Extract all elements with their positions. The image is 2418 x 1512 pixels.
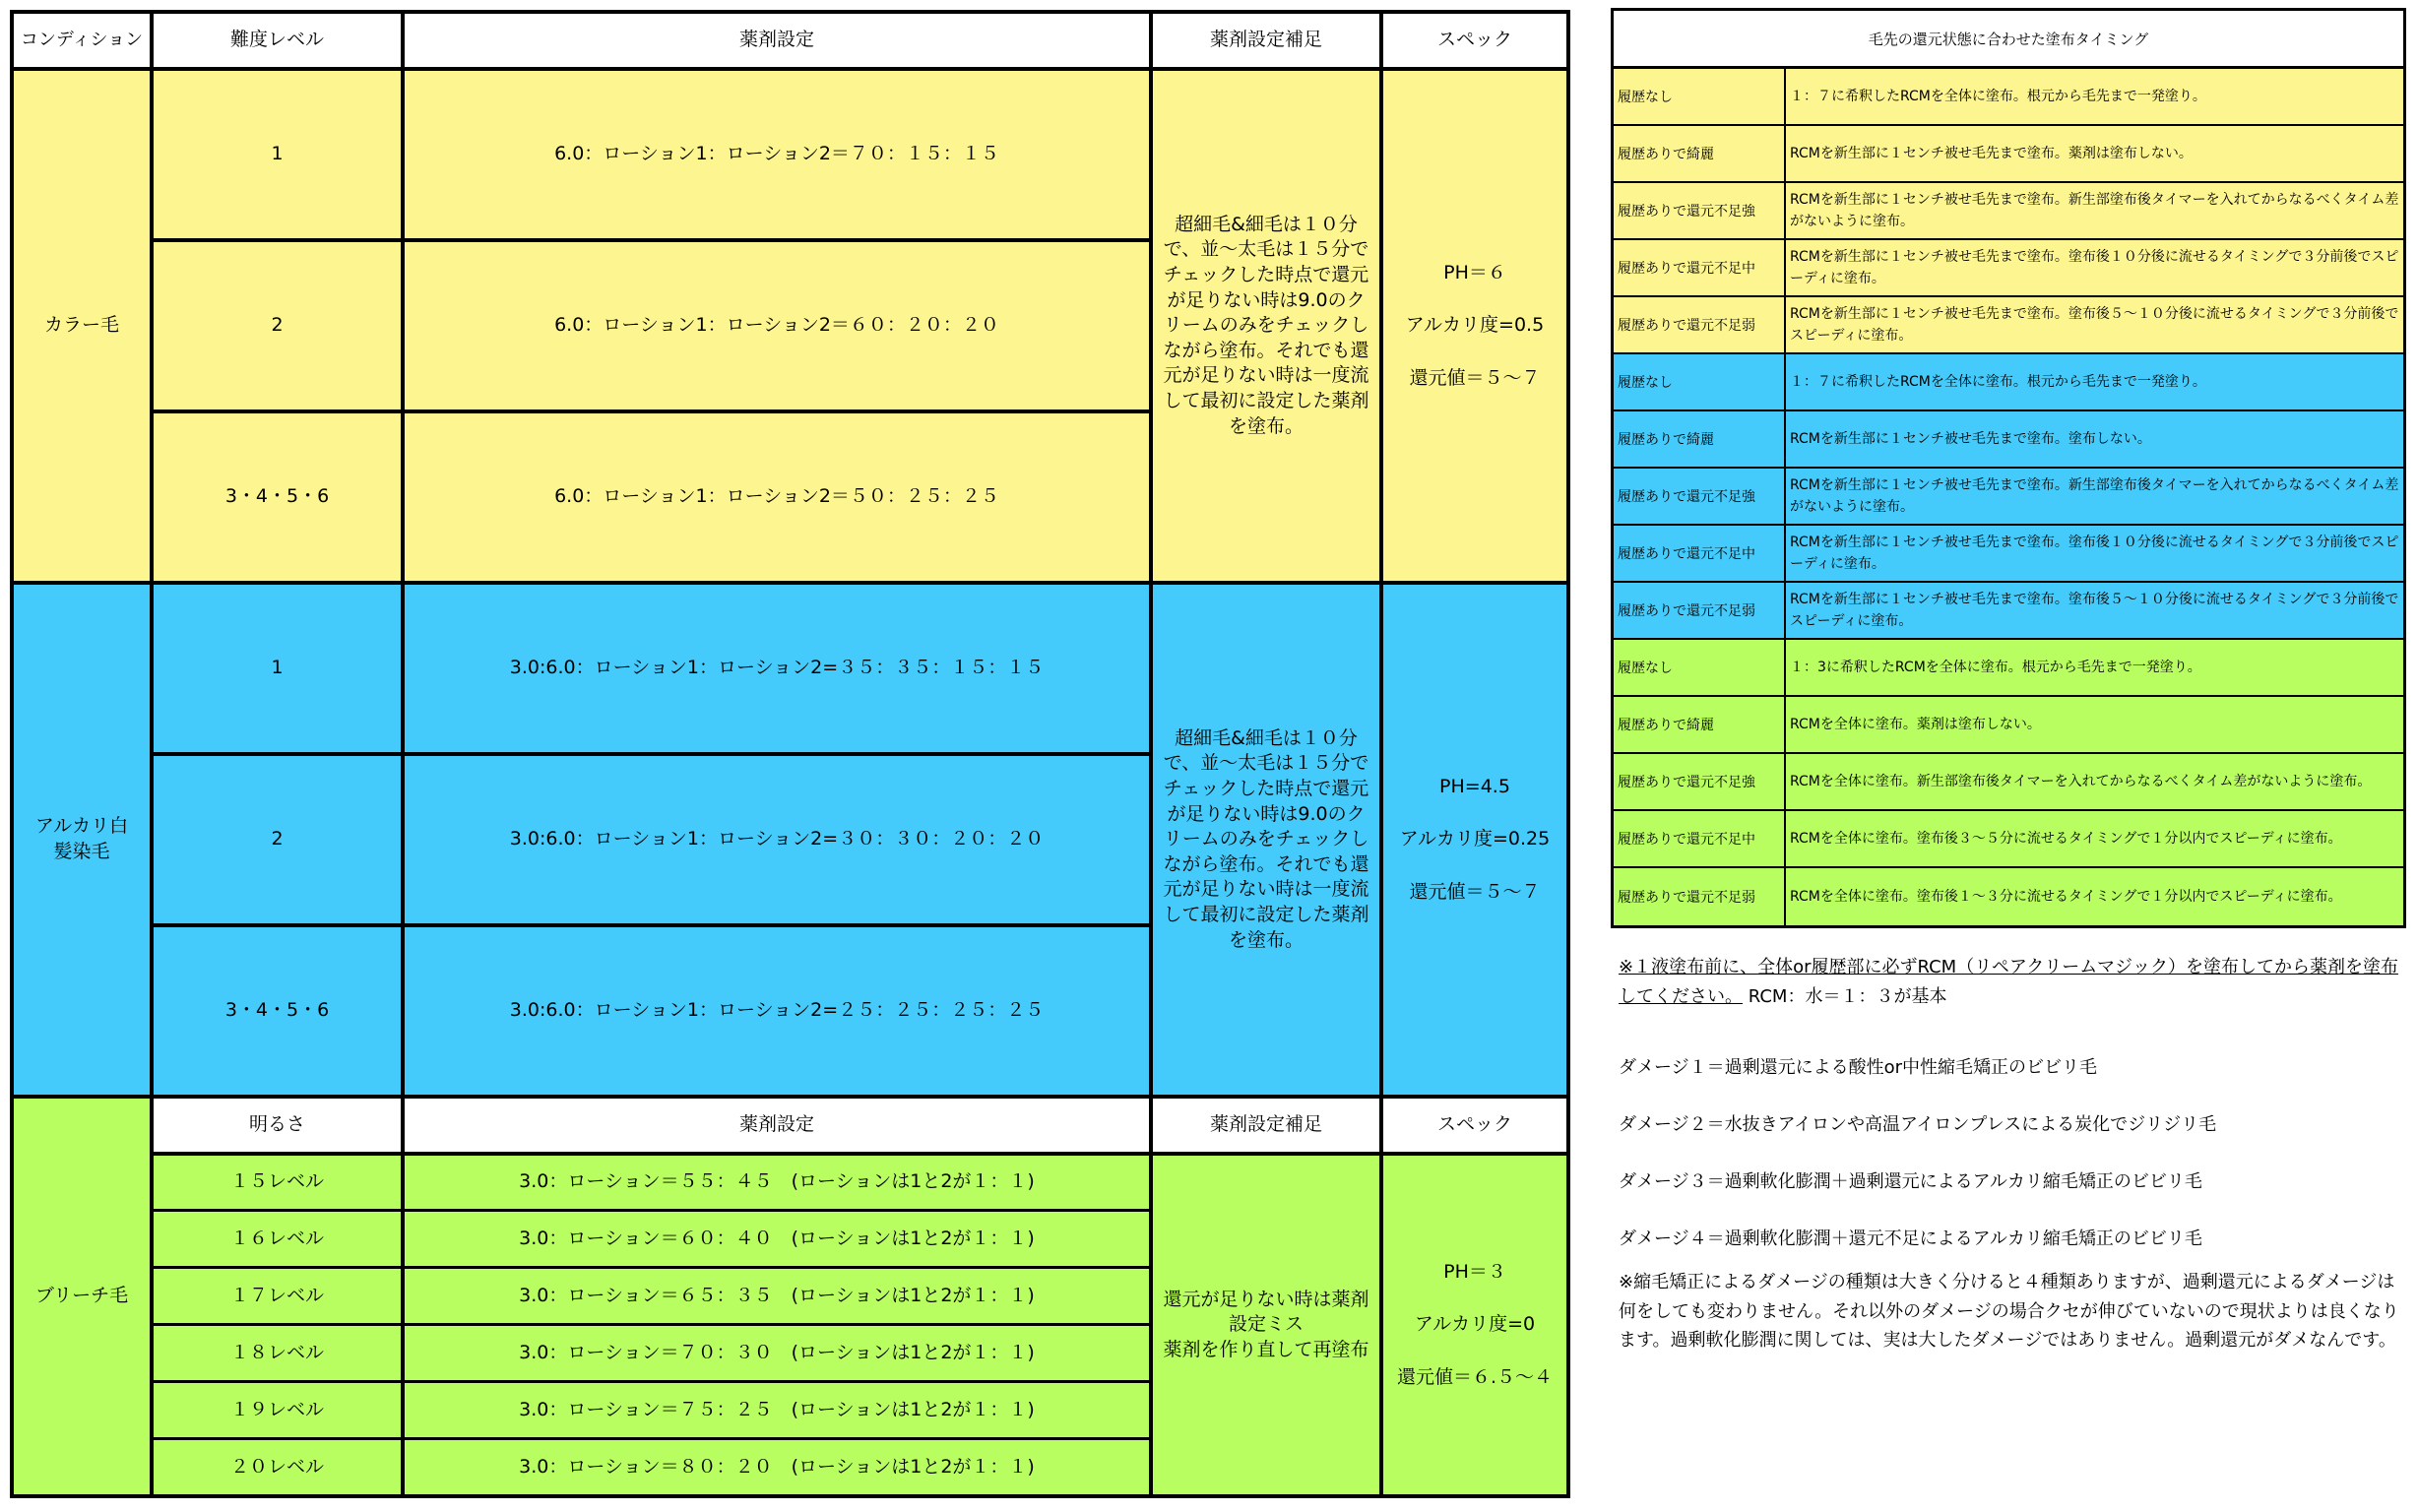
timing-row <box>1614 411 2403 469</box>
timing-row-instruction: RCMを新生部に１センチ被せ毛先まで塗布。塗布しない。 <box>1790 430 2151 447</box>
timing-row <box>1614 583 2403 640</box>
alkali-setting-3: 3.0:6.0：ローション1：ローション2=２５：２５：２５：２５ <box>403 925 1151 1097</box>
timing-row <box>1614 469 2403 526</box>
damage-4: ダメージ４＝過剰軟化膨潤＋還元不足によるアルカリ縮毛矯正のビビリ毛 <box>1619 1228 2202 1249</box>
header-supplement: 薬剤設定補足 <box>1151 12 1381 69</box>
alkali-supplement: 超細毛&細毛は１０分で、並〜太毛は１５分でチェックした時点で還元が足りない時は9.0のクリームのみをチェックしながら塗布。それでも還元が足りない時は一度流して最初に設定した薬剤を塗布。 <box>1151 583 1381 1097</box>
alkali-level-1: 1 <box>152 583 403 754</box>
alkali-level-2: 2 <box>152 754 403 925</box>
timing-row <box>1614 240 2403 297</box>
color-spec-alkali: アルカリ度=0.5 <box>1405 314 1545 337</box>
timing-table-body <box>1614 69 2403 925</box>
timing-row-condition: 履歴ありで還元不足中 <box>1614 240 1786 295</box>
bleach-level-18: １８レベル <box>152 1325 403 1382</box>
bleach-spec <box>1381 1154 1568 1496</box>
timing-row-condition: 履歴なし <box>1614 69 1786 124</box>
damage-2: ダメージ２＝水抜きアイロンや高温アイロンプレスによる炭化でジリジリ毛 <box>1619 1114 2217 1135</box>
timing-row-condition: 履歴なし <box>1614 640 1786 695</box>
bleach-level-20: ２０レベル <box>152 1439 403 1496</box>
timing-row-instruction: RCMを新生部に１センチ被せ毛先まで塗布。塗布後１０分後に流せるタイミングで３分前後でスピーディに塗布。 <box>1790 534 2399 572</box>
timing-row-condition: 履歴ありで還元不足中 <box>1614 526 1786 581</box>
timing-row-instruction: RCMを新生部に１センチ被せ毛先まで塗布。新生部塗布後タイマーを入れてからなるべくタイム差がないように塗布。 <box>1790 191 2399 229</box>
bleach-header-agent: 薬剤設定 <box>403 1097 1151 1154</box>
timing-row <box>1614 640 2403 697</box>
alkali-setting-1: 3.0:6.0：ローション1：ローション2=３５：３５：１５：１５ <box>403 583 1151 754</box>
bleach-setting-18: 3.0：ローション＝７０：３０ (ローションは1と2が１：１) <box>403 1325 1151 1382</box>
timing-row-condition: 履歴なし <box>1614 354 1786 410</box>
timing-row <box>1614 811 2403 868</box>
bleach-setting-20: 3.0：ローション＝８０：２０ (ローションは1と2が１：１) <box>403 1439 1151 1496</box>
timing-row-instruction: RCMを新生部に１センチ被せ毛先まで塗布。塗布後５〜１０分後に流せるタイミングで３分前後でスピーディに塗布。 <box>1790 591 2399 629</box>
color-setting-2: 6.0：ローション1：ローション2＝６０：２０：２０ <box>403 240 1151 411</box>
timing-row-condition: 履歴ありで還元不足強 <box>1614 183 1786 238</box>
alkali-spec-reduction: 還元値＝５〜７ <box>1409 880 1541 903</box>
color-spec <box>1381 69 1568 583</box>
timing-row-instruction: １：７に希釈したRCMを全体に塗布。根元から毛先まで一発塗り。 <box>1790 88 2206 104</box>
timing-row-instruction: RCMを全体に塗布。塗布後１〜３分に流せるタイミングで１分以内でスピーディに塗布。 <box>1790 888 2342 905</box>
color-hair-label: カラー毛 <box>12 69 152 583</box>
timing-row-instruction: １：3に希釈したRCMを全体に塗布。根元から毛先まで一発塗り。 <box>1790 659 2201 675</box>
bleach-supplement: 還元が足りない時は薬剤設定ミス 薬剤を作り直して再塗布 <box>1151 1154 1381 1496</box>
timing-row-condition: 履歴ありで綺麗 <box>1614 126 1786 181</box>
timing-table-title: 毛先の還元状態に合わせた塗布タイミング <box>1614 11 2403 69</box>
alkali-spec <box>1381 583 1568 1097</box>
timing-row-instruction: RCMを全体に塗布。薬剤は塗布しない。 <box>1790 716 2041 732</box>
rcm-note-ratio: RCM：水＝１：３が基本 <box>1748 985 1947 1007</box>
color-level-1: 1 <box>152 69 403 240</box>
damage-summary: ※縮毛矯正によるダメージの種類は大きく分けると４種類ありますが、過剰還元によるダメージは何をしても変わりません。それ以外のダメージの場合クセが伸びていないので現状よりは良くなります。過剰軟化膨潤に関しては、実は大したダメージではありません。過剰還元がダメなんです。 <box>1619 1272 2399 1352</box>
bleach-level-17: １７レベル <box>152 1268 403 1325</box>
alkali-spec-ph: PH=4.5 <box>1439 775 1510 797</box>
timing-row-condition: 履歴ありで還元不足強 <box>1614 469 1786 524</box>
bleach-spec-reduction: 還元値＝６.５〜４ <box>1396 1365 1554 1388</box>
timing-row <box>1614 868 2403 925</box>
color-spec-ph: PH＝６ <box>1443 261 1506 284</box>
timing-row <box>1614 354 2403 411</box>
timing-row-condition: 履歴ありで還元不足弱 <box>1614 297 1786 352</box>
color-level-2: 2 <box>152 240 403 411</box>
timing-row <box>1614 526 2403 583</box>
color-setting-1: 6.0：ローション1：ローション2＝７０：１５：１５ <box>403 69 1151 240</box>
bleach-setting-16: 3.0：ローション＝６０：４０ (ローションは1と2が１：１) <box>403 1211 1151 1268</box>
bleach-header-brightness: 明るさ <box>152 1097 403 1154</box>
color-level-3: 3・4・5・6 <box>152 411 403 583</box>
timing-row-condition: 履歴ありで還元不足中 <box>1614 811 1786 866</box>
alkali-spec-alkali: アルカリ度=0.25 <box>1399 828 1551 850</box>
timing-row <box>1614 697 2403 754</box>
bleach-header-supplement: 薬剤設定補足 <box>1151 1097 1381 1154</box>
timing-row-instruction: RCMを新生部に１センチ被せ毛先まで塗布。塗布後５〜１０分後に流せるタイミングで３分前後でスピーディに塗布。 <box>1790 305 2399 344</box>
alkali-gray-label: アルカリ白髪染毛 <box>12 583 152 1097</box>
timing-row-condition: 履歴ありで還元不足強 <box>1614 754 1786 809</box>
alkali-setting-2: 3.0:6.0：ローション1：ローション2=３０：３０：２０：２０ <box>403 754 1151 925</box>
timing-row-instruction: RCMを全体に塗布。塗布後３〜５分に流せるタイミングで１分以内でスピーディに塗布。 <box>1790 830 2342 847</box>
bleach-setting-19: 3.0：ローション＝７５：２５ (ローションは1と2が１：１) <box>403 1382 1151 1439</box>
timing-row <box>1614 126 2403 183</box>
timing-row <box>1614 69 2403 126</box>
timing-row <box>1614 183 2403 240</box>
bleach-label: ブリーチ毛 <box>12 1097 152 1496</box>
bleach-level-19: １９レベル <box>152 1382 403 1439</box>
alkali-level-3: 3・4・5・6 <box>152 925 403 1097</box>
bleach-spec-alkali: アルカリ度=0 <box>1414 1313 1536 1336</box>
bleach-level-15: １５レベル <box>152 1154 403 1211</box>
timing-row-condition: 履歴ありで綺麗 <box>1614 697 1786 752</box>
timing-row-instruction: RCMを新生部に１センチ被せ毛先まで塗布。薬剤は塗布しない。 <box>1790 145 2193 161</box>
timing-row-instruction: RCMを新生部に１センチ被せ毛先まで塗布。新生部塗布後タイマーを入れてからなるべくタイム差がないように塗布。 <box>1790 476 2399 515</box>
bleach-level-16: １６レベル <box>152 1211 403 1268</box>
damage-1: ダメージ１＝過剰還元による酸性or中性縮毛矯正のビビリ毛 <box>1619 1057 2098 1078</box>
header-spec: スペック <box>1381 12 1568 69</box>
color-setting-3: 6.0：ローション1：ローション2＝５０：２５：２５ <box>403 411 1151 583</box>
timing-row-instruction: RCMを全体に塗布。新生部塗布後タイマーを入れてからなるべくタイム差がないように塗布。 <box>1790 773 2372 789</box>
timing-table <box>1611 8 2406 928</box>
rcm-note-underlined: ※１液塗布前に、全体or履歴部に必ずRCM（リペアクリームマジック）を塗布してから薬剤を塗布してください。 <box>1619 957 2398 1007</box>
header-condition: コンディション <box>12 12 152 69</box>
bleach-setting-17: 3.0：ローション＝６５：３５ (ローションは1と2が１：１) <box>403 1268 1151 1325</box>
timing-row <box>1614 297 2403 354</box>
color-supplement: 超細毛&細毛は１０分で、並〜太毛は１５分でチェックした時点で還元が足りない時は9.0のクリームのみをチェックしながら塗布。それでも還元が足りない時は一度流して最初に設定した薬剤を塗布。 <box>1151 69 1381 583</box>
timing-row-condition: 履歴ありで還元不足弱 <box>1614 583 1786 638</box>
timing-row-condition: 履歴ありで還元不足弱 <box>1614 868 1786 925</box>
bleach-setting-15: 3.0：ローション＝５５：４５ (ローションは1と2が１：１) <box>403 1154 1151 1211</box>
timing-row-condition: 履歴ありで綺麗 <box>1614 411 1786 467</box>
rcm-note <box>1619 953 2406 1011</box>
bleach-header-spec: スペック <box>1381 1097 1568 1154</box>
color-spec-reduction: 還元値＝５〜７ <box>1409 366 1541 389</box>
header-level: 難度レベル <box>152 12 403 69</box>
timing-row-instruction: RCMを新生部に１センチ被せ毛先まで塗布。塗布後１０分後に流せるタイミングで３分前後でスピーディに塗布。 <box>1790 248 2399 286</box>
damage-3: ダメージ３＝過剰軟化膨潤＋過剰還元によるアルカリ縮毛矯正のビビリ毛 <box>1619 1171 2202 1192</box>
bleach-spec-ph: PH＝３ <box>1443 1260 1506 1283</box>
timing-row-instruction: １：７に希釈したRCMを全体に塗布。根元から毛先まで一発塗り。 <box>1790 373 2206 390</box>
header-agent: 薬剤設定 <box>403 12 1151 69</box>
timing-row <box>1614 754 2403 811</box>
